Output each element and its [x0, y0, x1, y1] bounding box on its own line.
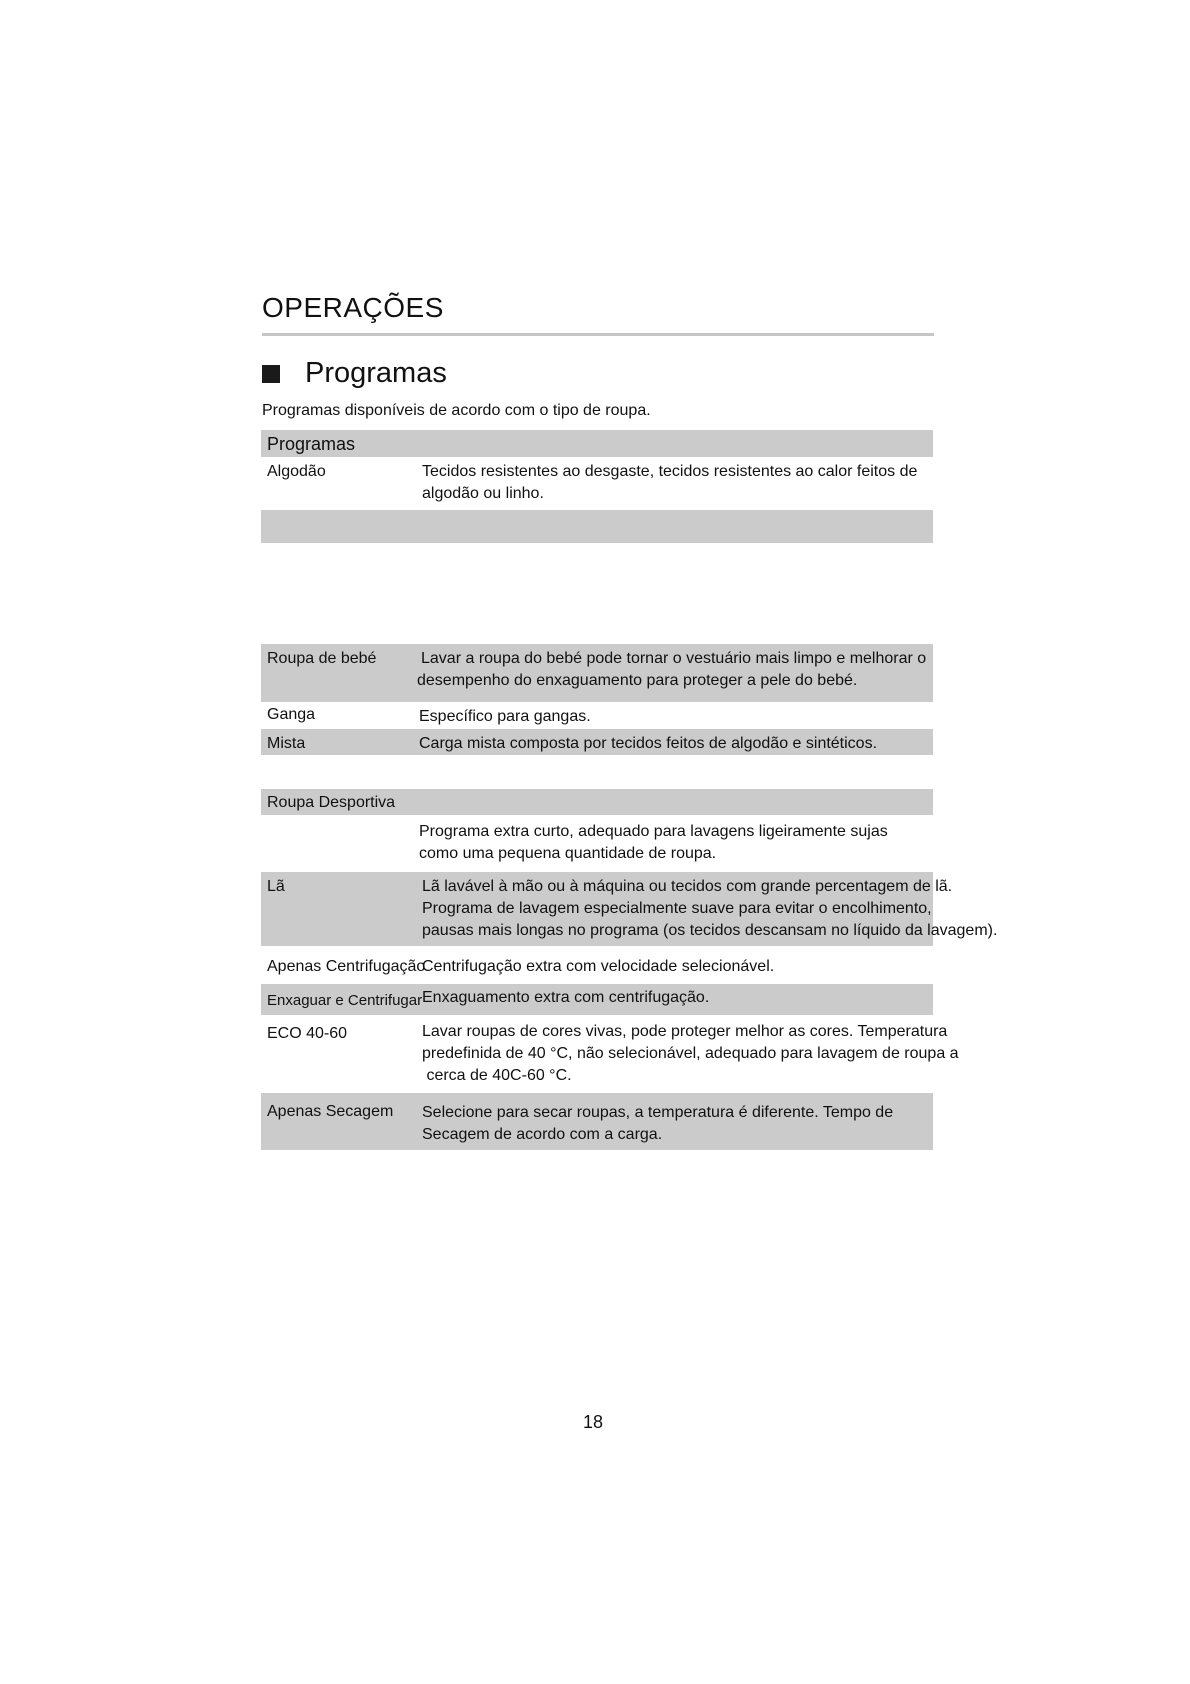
program-name: Enxaguar e Centrifugar — [267, 992, 423, 1009]
program-name: Mista — [267, 735, 306, 752]
heading-rule — [262, 333, 934, 336]
program-name: Roupa Desportiva — [267, 794, 396, 811]
table-header: Programas — [267, 434, 356, 454]
section-title: Programas — [305, 357, 447, 389]
program-name: Apenas Secagem — [267, 1103, 394, 1120]
program-name: Algodão — [267, 463, 326, 480]
program-name: Lã — [267, 878, 285, 895]
program-description: pausas mais longas no programa (os tecidos descansam no líquido da lavagem). — [422, 922, 998, 939]
program-description: algodão ou linho. — [422, 485, 544, 502]
program-name: Ganga — [267, 706, 316, 723]
program-description: Programa de lavagem especialmente suave para evitar o encolhimento, — [422, 900, 932, 917]
program-name: Roupa de bebé — [267, 650, 377, 667]
program-name: ECO 40-60 — [267, 1025, 348, 1042]
program-description: como uma pequena quantidade de roupa. — [419, 845, 717, 862]
program-description: Lavar a roupa do bebé pode tornar o vestuário mais limpo e melhorar o — [421, 650, 927, 667]
program-description: Carga mista composta por tecidos feitos de algodão e sintéticos. — [419, 735, 878, 752]
section-header — [262, 357, 447, 390]
program-description: Lã lavável à mão ou à máquina ou tecidos com grande percentagem de lã. — [422, 878, 953, 895]
program-description: Específico para gangas. — [419, 708, 591, 725]
page-heading: OPERAÇÕES — [262, 292, 444, 323]
program-description: Centrifugação extra com velocidade selecionável. — [422, 958, 775, 975]
program-description: Tecidos resistentes ao desgaste, tecidos resistentes ao calor feitos de — [422, 463, 918, 480]
program-description: predefinida de 40 °C, não selecionável, adequado para lavagem de roupa a — [422, 1045, 959, 1062]
page-number: 18 — [583, 1412, 604, 1432]
program-name: Apenas Centrifugação — [267, 958, 426, 975]
program-description: Enxaguamento extra com centrifugação. — [422, 989, 710, 1006]
program-description: Selecione para secar roupas, a temperatura é diferente. Tempo de — [422, 1104, 894, 1121]
empty-band — [261, 510, 933, 543]
program-description: Lavar roupas de cores vivas, pode proteger melhor as cores. Temperatura — [422, 1023, 948, 1040]
square-bullet-icon — [262, 365, 280, 383]
program-description: cerca de 40C-60 °C. — [422, 1067, 572, 1084]
intro-text: Programas disponíveis de acordo com o tipo de roupa. — [262, 402, 651, 419]
program-description: desempenho do enxaguamento para proteger a pele do bebé. — [417, 672, 858, 689]
table-header-band — [261, 430, 933, 457]
program-description: Programa extra curto, adequado para lavagens ligeiramente sujas — [419, 823, 888, 840]
program-description: Secagem de acordo com a carga. — [422, 1126, 663, 1143]
